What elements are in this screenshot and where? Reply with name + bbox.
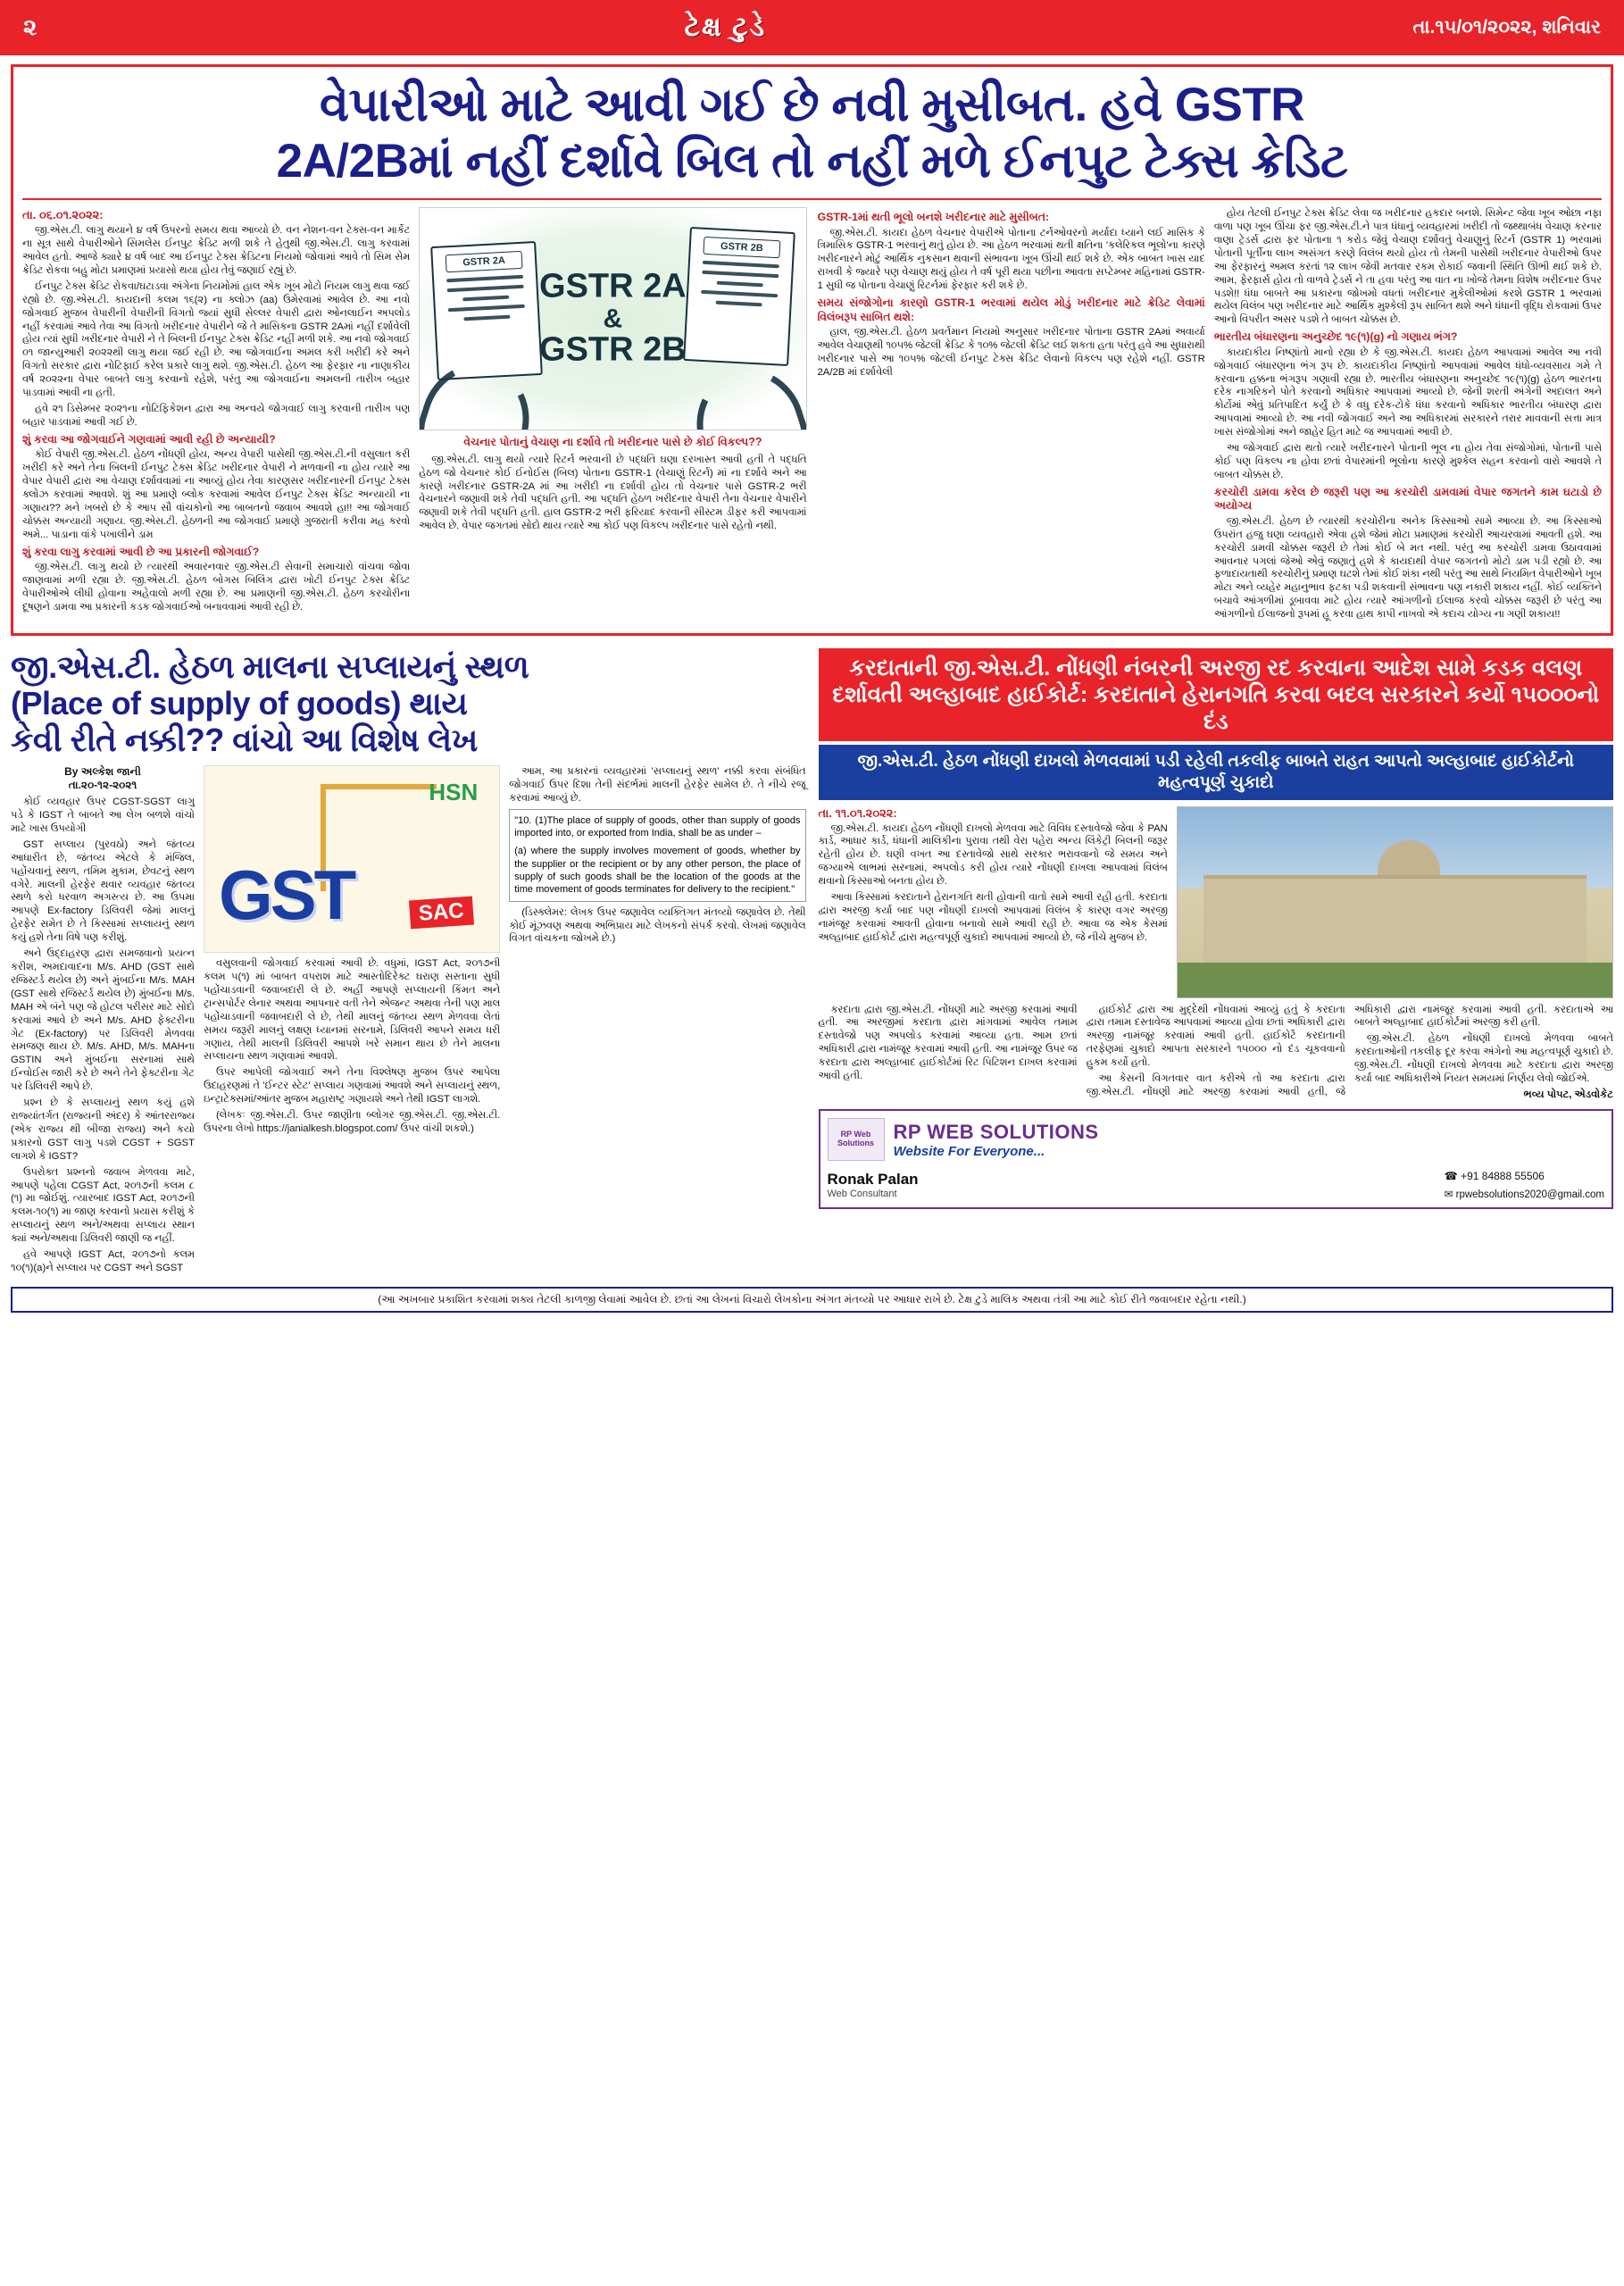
lead-para-8: હાલ, જી.એસ.ટી. હેઠળ પ્રવર્તમાન નિયમો અનુસાર ખરીદનાર પોતાના GSTR 2Aમાં અવાર્યા આવેલ વેચાણથી ૧૦૫% જેટલી ક્રેડિટ કે ૧૦% જેટલી ક્રેડિટ લઈ શકતા હતા પરંતુ હવે આ સુધારાથી ખરીદનાર પાસે આ ૧૦૫% જેટલી ઈનપુટ ટેક્સ ક્રેડિટ લેવાનો વિકલ્પ પણ રહેશે નહીં. GSTR 2A/2B માં દર્શાવેલી xyxy=(817,327,1205,378)
allahabad-col-1 xyxy=(819,806,1168,998)
lead-text-col2 xyxy=(419,454,806,533)
allahabad-red-banner: કરદાતાની જી.એસ.ટી. નોંધણી નંબરની અરજી રદ કરવાના આદેશ સામે કડક વલણ દર્શાવતી અલ્હાબાદ હાઈકોર્ટ: કરદાતાને હેરાનગતિ કરવા બદલ સરકારને કર્યો ૧૫૦૦૦નો દંડ xyxy=(819,648,1614,741)
supply-para-3: અને ઉદ્દાહરણ દ્વારા સમજવાનો પ્રયત્ન કરીશ, અમદાવાદના M/s. AHD (GST સાથે રજિસ્ટર્ડ થયેલ છે) અને મુંબઈના M/s. MAH (GST સાથે રજિસ્ટર્ડ થયેલ છે) મુંબઈના M/s. MAH એ બંને પણ જે હોટલ પરીસર માટે સોદો કરવામાં આવે છે અને M/s. AHD ફેક્ટરીના ગેટ (Ex-factory) પર ડિલિવરી મેળવવા સમજણ થાય છે. M/s. AHD, M/s. MAHના GSTIN અને મુંબઈના સરનામાં સાથે ઈન્વોઈસ જારી કરે છે અને તેને ફેક્ટરીના ગેટ પર ડિલિવરી આપે છે. xyxy=(11,948,195,1093)
lead-date: તા. ૦૬.૦૧.૨૦૨૨: xyxy=(22,208,104,222)
supply-title-line3: કેવી રીતે નક્કી?? વાંચો આ વિશેષ લેખ xyxy=(11,722,478,759)
second-tier xyxy=(11,648,1613,1278)
gstr-center-amp: & xyxy=(603,304,623,334)
lead-para-6: જી.એસ.ટી. લાગુ થયો ત્યારે રિટર્ન ભરવાની છે પદ્ધતિ ઘણા દરખાસ્ત આવી હતી તે પદ્ધતિ હેઠળ જો વેચનાર કોઈ ઈનોઈસ (બિલ) પોતાના GSTR-1 (વેચાણું રિટર્ન) માં ના દર્શાવે અને આ કારણે ખરીદનાર GSTR-2A માં આ ખરીદી ના દર્શાવી હોય તો વેચનાર પાસે GSTR-2 ભરી વેચનારને જણાવી શકે તેવી પદ્ધતિ હતી. આ પદ્ધતિ હેઠળ ખરીદનાર વેપારી તેના વેચનાર વેપારીને જણાવી શકે તેવી પદ્ધતિ હતી. હાલ GSTR-2 ભરી ફરિયાદ કરવાની સીસ્ટમ ડીફર કરી આપવામાં આવેલ છે. વેપાર જગતમાં સોદો થાય ત્યારે આ કોઈ પણ વિકલ્પ ખરીદનાર પાસે રહેતો નથી. xyxy=(419,454,807,532)
supply-col3-intro: આમ, આ પ્રકારનાં વ્યવહારમાં 'સપ્લાયનું સ્થળ' નક્કી કરવા સંબંધિત જોગવાઈ ઉપર દિશા તેની સંદર્ભમાં માલની હેરફેર સામેલ છે. તે નીચે રજૂ કરવામાં આવ્યું છે. xyxy=(509,766,806,804)
ad-tagline: Website For Everyone... xyxy=(893,1143,1045,1159)
photo-building xyxy=(1203,875,1587,963)
supply-col2-contact[interactable]: (લેખકઃ જી.એસ.ટી. ઉપર જાણીતા બ્લોગર જી.એસ.ટી. જી.એસ.ટી. ઉપરના લેખો https://janialkesh.blogspot.com/ ઉપર વાંચી શકશે.) xyxy=(203,1110,501,1134)
lead-headline-line2: 2A/2Bમાં નહીં દર્શાવે બિલ તો નહીં મળે ઈનપુટ ટેક્સ ક્રેડિટ xyxy=(276,134,1348,188)
lead-headline xyxy=(22,74,1602,198)
lead-text-col1 xyxy=(22,207,410,617)
allahabad-highcourt-photo xyxy=(1177,806,1613,998)
ad-phone[interactable] xyxy=(1445,1170,1604,1182)
doc-line xyxy=(702,261,779,268)
hand-icon xyxy=(681,355,806,430)
lead-left-column xyxy=(22,207,807,624)
lead-graphic-col xyxy=(419,207,806,617)
lead-para-7: જી.એસ.ટી. કાયદા હેઠળ વેચનાર વેપારીએ પોતાના ટર્નઓવરનો મર્યાદા ધ્યાને લઈ માસિક કે ત્રિમાસિક GSTR-1 ભરવાનું થતું હોય છે. આ હેઠળ ભરવામાં થતી ક્ષતિના 'કલેરિકલ ભૂલો'ના કારણે ખરીદનારને મોટું આર્થિક નુકસાન થવાની સંભાવના ખૂબ ઊંચી થઈ શકે છે. એક બાબત ખાસ યાદ રાખવી કે જ્યારે પણ વેચાણ થયું હોય તે વર્ષ પૂરી થયા પછીના આવતા સપ્ટેમ્બર મહિનામાં GSTR-1 સુધી જ પોતાના વેચાણું રિટર્નમાં ફેરફાર કરી શકે છે. xyxy=(817,227,1205,292)
newspaper-brand: ટેક્ષ ટુડે xyxy=(684,13,767,42)
ad-phone-number: +91 84888 55506 xyxy=(1461,1170,1545,1183)
lead-text-col3 xyxy=(818,207,1205,624)
supply-byline: By અલ્કેશ જાની xyxy=(64,765,141,779)
lead-subhead-4: સમય સંજોગોના કારણો GSTR-1 ભરવામાં થયેલ મોડું ખરીદનાર માટે ક્રેડિટ લેવામાં વિલંબરૂપ સાબિત થશે: xyxy=(817,296,1205,323)
allahabad-para-5: આ કેસની વિગતવાર વાત કરીએ તો આ કરદાતા દ્વારા જી.એસ.ટી. નોંધણી માટે અરજી કરવામાં આવી હતી, જે અધિકારી દ્વારા નામંજૂર કરવામાં આવી હતી. કરદાતાએ આ બાબતે અલ્હાબાદ હાઈકોર્ટમાં અરજી કરી હતી. xyxy=(1086,1004,1613,1097)
supply-title-line1: જી.એસ.ટી. હેઠળ માલના સપ્લાયનું સ્થળ xyxy=(11,648,529,686)
supply-title xyxy=(11,648,806,758)
legal-quote-2: (a) where the supply involves movement of goods, whether by the supplier or the recipient or by any other person, the place of supply of such goods shall be the location of the goods at the time movement of goods terminates for delivery to the recipient." xyxy=(514,846,801,896)
allahabad-para-6: જી.એસ.ટી. હેઠળ નોંધણી દાખલો મેળવવા બાબતે કરદાતાઓની તકલીફ દૂર કરવા અંગેનો આ મહત્વપૂર્ણ ચુકાદો છે. જી.એસ.ટી. નોંધણી દાખલો મેળવવા માટે કરદાતા દ્વારા અરજી કર્યા બાદ અધિકારીએ નિયત સમયમાં નિર્ણય લેવો જોઈએ. xyxy=(1353,1033,1613,1085)
article-allahabad-hc xyxy=(819,648,1614,1278)
lead-subhead-3: GSTR-1માં થતી ભૂલો બનશે ખરીદનાર માટે મુસીબત: xyxy=(817,211,1050,224)
masthead xyxy=(0,0,1624,55)
gstr-2a-document xyxy=(430,241,543,380)
doc-line xyxy=(447,285,524,292)
allahabad-para-3: કરદાતા દ્વારા જી.એસ.ટી. નોંધણી માટે અરજી કરવામાં આવી હતી. આ અરજીમાં કરદાતા દ્વારા માંગવામાં આવેલ તમામ દસ્તાવેજો પણ અપલોડ કરવામાં આવ્યા હતા. આમ છતાં અધિકારી દ્વારા નામંજૂર કરવામાં આવી હતી. આ નામંજૂર ઉપર જ કરદાતા દ્વારા અલ્હાબાદ હાઈકોર્ટમાં રિટ પિટિશન દાખલ કરવામાં આવી હતી. xyxy=(818,1004,1078,1082)
doc-line xyxy=(715,301,762,307)
gst-illustration xyxy=(204,765,500,953)
lead-para-2: ઈનપુટ ટેક્સ ક્રેડિટ રોકવા/ઘટાડવા અંગેના નિયમોમાં હાલ એક ખૂબ મોટો નિયમ લાગુ થવા જઈ રહ્યો છે. જી.એસ.ટી. કાયદાની કલમ ૧૬(૨) ના ક્લોઝ (aa) ઉમેરવામાં આવેલ છે. આ નવો જોગવાઈ મુજબ વેપારીની વેપારીની વિગતો જ્યાં સુધી સેલ્લર વેપારી દ્વારા ઓનલાઈન અપલોડ નહીં કરવામાં આવે તેવા આ વિગતો ખરીદનાર વેપારીને જે તે માસિકના GSTR 2Aમાં નહીં દર્શાવેલી હોય ત્યાં સુધી ખરીદનાર વેપારી ને તે બિલની ઈનપુટ ટેક્સ ક્રેડિટ નહીં મળી શકે. આ નવો જોગવાઈ ૦૧ જાન્યુઆરી ૨૦૨૨થી લાગુ થયા જઈ રહી છે. આ જોગવાઈના અમલ કરી ખરીદી કરે અને વિગતો સરકાર દ્વારા નોટિફાઈ કરેલ પ્રકારે લાગુ થશે. જી.એસ.ટી. હેઠળ આ ફેરફાર ના નાણાકીય વર્ષ ૨૦૨૨ના વેપાર બાબતે લાગુ કરવાનો રહેશે, પરંતુ આ જોગવાઈના અમલની તારીખ બહાર પાડવામાં આવી ના હતી. xyxy=(22,280,411,399)
lead-subhead-1: શું કરવા આ જોગવાઈને ગણવામાં આવી રહી છે અન્યાયી? xyxy=(22,432,276,446)
sac-label: SAC xyxy=(409,897,474,930)
lead-right-para-1: હોય તેટલી ઈનપુટ ટેક્સ ક્રેડિટ લેવા જ ખરીદનાર હકદાર બનશે. સિમેન્ટ જેવા ખૂબ ઓછા નફા વાળા પણ ખૂબ ઊંચા ફર જી.એસ.ટી.ને પાત્ર ધંધાનું વ્યવહારમાં ખરીદી તો જથ્થાબંધ વેચાણ કરનાર વાણા ટ્રેડર્સ દ્વારા ફર પોતાના ૧ કરોડ જેવું વેચાણ દર્શાવતું વેચાણુનું રિટર્ન (GSTR 1) ભરવામાં પોતાની પૂર્તીના લાખ અસંગત કરણે વિલંબ થયો હોય તો તેમની પાસેથી ખરીદનાર વેપારીઓ ઉપર આ ફેરફારનું અમલ કરતાં ૧૨ લાખ જેવી મતવાર રકમ રોકાઈ જવાની સ્થિતિ ઊભી થઈ શકે છે. આમ, ફેરફાર્સ હોય તો વાળવે ટ્રેડર્સ ને તા હવા પરંતુ આ વાત ના ખોજે તેમના વિશેષ ખરીદનાર ઉપર પડશે!! ધંધા બાબતે આ પ્રકારના જોખમો વધતાં ખરીદનાર મુકેલીઓમાં કરશે GSTR 1 ભરવામાં થયેલ વિલંબ પણ ખરીદનાર માટે આર્થિક મુશ્કેલી રૂપ સાબિત થશે અને ધંધાની વૃદ્ધિ રોકવામાં ઉપર આનો વિપરીત અસર પડશે તે બાબત ચોક્કસ છે. xyxy=(1213,208,1602,326)
allahabad-body xyxy=(819,1004,1614,1103)
gstr-center-text xyxy=(539,269,687,368)
allahabad-para-4: હાઈકોર્ટ દ્વારા આ મુદ્દેથી નોંધવામાં આવ્યું હતું કે કરદાતા દ્વારા તમામ દસ્તાવેજ આપવામાં આવ્યા હોવા છતાં અધિકારી દ્વારા અરજી નામંજૂર કરવામાં આવી હતી. હાઈકોર્ટે કરદાતાની તરફેણમાં ચુકાદો આપતા સરકારને ૧૫૦૦૦ નો દંડ ચૂકવવાનો હુકમ કર્યો હતો. xyxy=(1086,1004,1345,1069)
allahabad-para-2: આવા કિસ્સામાં કરદાતાને હેરાનગતિ થતી હોવાની વાતો સામે આવી રહી હતી. કરદાતા દ્વારા અરજી કર્યા બાદ પણ નોંધણી દાખલો આપવામાં વિલંબ કે કારણ વગર અરજી નામંજૂર કરવામાં આવતી હોવાના બનાવો સામે આવી રહી છે. આવા જ એક કેસમાં અલ્હાબાદ હાઈકોર્ટ દ્વારા મહત્વપૂર્ણ ચુકાદો આપવામાં આવ્યો છે, જે નીચે મુજબ છે. xyxy=(818,892,1168,943)
lead-right-para-3: આ જોગવાઈ દ્વારા થતો ત્યારે ખરીદનારને પોતાની ભૂલ ના હોય તેવા સંજોગોમાં, પોતાની પાસે કોઈ પણ વિકલ્પ ના હોવા છતાં વેપારમાંની ભૂલોના કારણે મુશ્કેલ સહન કરવાનો વારો આવશે તે બાબત ચોક્કસ છે. xyxy=(1213,443,1602,480)
lead-para-4: કોઈ વેપારી જી.એસ.ટી. હેઠળ નોંધણી હોય, અન્ય વેપારી પાસેથી જી.એસ.ટી.ની વસુલાત કરી ખરીદી કરે અને તેના બિલની ઈનપુટ ટેક્સ ક્રેડિટ ખરીદનાર વેપારી ને મળવાની ના હોય ત્યારે આ વેપાર વેપારી દ્વારા આ વેચાણ દર્શાવવામાં ના આવ્યું હોય તેવા કારણસર ખરીદનારની ઈનપુટ ટેક્સ ક્લોઝ કરવામાં આવશે. શું આ પ્રમાણે બ્લોક કરવામાં આવેલ ઈનપુટ ટેક્સ ક્રેડિટ અન્યાયી ના ગણાય?? મને ખબરો છે કે આપ સૌ વાંચકોનો આ બાબતનો જવાબ આવશે હા!! આ જોગવાઈ ચોક્કસ અન્યાયી ગણાય. જી.એસ.ટી. હેઠળની આ જોગવાઈ પ્રમાણે ગુજરાતી કરીવા મહ કરવો અમે... પાડાના વાંકે પખાલીને ડામ xyxy=(22,449,411,540)
allahabad-signoff: ભવ્ય પોપટ, એડવોકેટ xyxy=(1523,1089,1613,1100)
supply-col2-para-2: ઉપર આપેલી જોગવાઈ અને તેના વિશ્લેષણ મુજબ ઉપર આપેલા ઉદાહરણમાં તે 'ઈન્ટર સ્ટેટ' સપ્લાય ગણવામાં આવશે અને સપ્લાયનું સ્થળ, ઇન્ટ્રાટેક્સમાં/આંતર મુજબ મહારાષ્ટ્ર ગણાયશે અને તેથી IGST લાગશે. xyxy=(203,1067,501,1105)
lead-subhead-2: શું કરવા લાગુ કરવામાં આવી છે આ પ્રકારની જોગવાઈ? xyxy=(22,545,260,558)
allahabad-photo-col xyxy=(1177,806,1613,998)
doc-line xyxy=(464,315,511,321)
doc-line xyxy=(702,271,779,278)
legal-quote-box xyxy=(509,809,805,902)
ad-email-address: rpwebsolutions2020@gmail.com xyxy=(1455,1189,1604,1201)
lead-text-col4 xyxy=(1214,207,1602,624)
lead-subhead-5: ભારતીય બંધારણના અનુચ્છેદ ૧૯(૧)(g) નો ગણાય ભંગ? xyxy=(1213,330,1458,344)
gstr-center-line1: GSTR 2A xyxy=(539,267,687,305)
photo-lawn xyxy=(1178,963,1612,997)
ad-person-role: Web Consultant xyxy=(827,1189,897,1200)
supply-byline-date: તા.૨૦-૧૨-૨૦૨૧ xyxy=(68,779,137,792)
gst-label: GST xyxy=(218,855,354,935)
dateline: તા.૧૫/૦૧/૨૦૨૨, શનિવાર xyxy=(1412,17,1601,38)
lead-article xyxy=(11,64,1613,636)
gstr-illustration xyxy=(419,207,806,430)
phone-icon: ☎ xyxy=(1444,1170,1458,1183)
supply-col-3 xyxy=(509,765,805,1278)
doc-line xyxy=(462,296,509,302)
lead-subhead-6: કરચોરી ડામવા કરેલ છે જરૂરી પણ આ કરચોરી ડામવામાં વેપાર જગતને કામ ઘટાડો છે અયોગ્ય xyxy=(1213,485,1602,513)
lead-right-para-4: જી.એસ.ટી. હેઠળ છે ત્યારથી કરચોરીના અનેક કિસ્સાઓ સામે આવ્યા છે. આ કિસ્સાઓ ઉપરાંત હજુ ઘણા વ્યવહારો એવા હશે જેમાં મોટા પ્રમાણમાં કરચોરી આચરવામાં આવતી હશે. આ કરચોરી ડામવી ચોક્કસ જરૂરી છે તેમાં કોઈ બે મત નથી. પરંતુ આ કરચોરી ડામવા ઉઠાવવામાં આવનાર પગલાં જેઓ એવું જણાતું હશે કે કાયદાથી વેપાર જગતનો મોટો ડામ પડી રહ્યો છે. આ ફળાદાયતાથી કરચોરીનું પ્રમાણ ઘટશે તેમાં કોઈ શંકા નથી પરંતુ આ સાથે નિયમિત વેપારીઓને ખૂબ મોટા અને વ્યહેર મહાનુભાવ ફટકા પડી શકવાની સંભાવના પણ નકારી શકાય નહીં. કોઈ વ્યક્તિને બચાવે આંગળીમાં ડૂબાવવા માટે હોય ત્યારે આંગળીનો ઈલાજ કરવો ચોક્કસ જરૂરી છે પરંતુ આ આંગળીનો ઈલાજનો રૂપમાં હૂ કરવા હાથ કાપી નાખવો એ કદાચ યોગ્ય ના ગણી શકાય!! xyxy=(1213,515,1602,621)
advertisement-rp-web-solutions[interactable] xyxy=(819,1109,1614,1209)
ad-brand: RP WEB SOLUTIONS xyxy=(893,1120,1099,1143)
doc-line xyxy=(701,290,778,297)
gstr-2a-label: GSTR 2A xyxy=(446,251,523,272)
supply-col-1 xyxy=(11,765,195,1278)
doc-line xyxy=(446,275,523,282)
supply-col-2 xyxy=(204,765,500,1278)
supply-para-5: ઉપરોક્ત પ્રશ્નનો જવાબ મેળવવા માટે, આપણે પહેલા CGST Act, ૨૦૧૭ની કલમ ૮ (૧) મા જોઈશું. ત્યારબાદ IGST Act, ૨૦૧૭ની કલમ-૧૦(૧) મા જાણ કરવાનો પ્રયાસ કરીશું કે સપ્લાયનું સ્થળ અને/અથવા સપ્લાય સ્થાન ક્યાં અને/અથવા ડિલિવરી જાણી જ નહીં. xyxy=(11,1166,195,1245)
allahabad-blue-banner: જી.એસ.ટી. હેઠળ નોંધણી દાખલો મેળવવામાં પડી રહેલી તકલીફ બાબતે રાહત આપતો અલ્હાબાદ હાઈકોર્ટનો મહત્વપૂર્ણ ચુકાદો xyxy=(819,745,1614,800)
supply-para-2: GST સપ્લાય (પુરવઠો) અને જંતવ્ય આધારીત છે, જંતવ્ય એટલે કે મંજિલ, પહોંચવાનું સ્થળ, તમિમ મુકામ, છેવટનું સ્થળ વગેરે. માલની હેરફેર થવાર વ્યવહાર જંતવ્ય સ્થળે કરો ધરવાળ અગસ્ત્ય છે. આ ઉપમા આપણે Ex-factory ડિલિવરી જેમાં માલનું હેરફેર સમેત છે તે કિસ્સામાં સપ્લાયનું સ્થળ કયું હશે તેના વિષે પણ કરીશું. xyxy=(11,838,195,944)
page-number: ૨ xyxy=(23,13,38,40)
lead-para-3: હવે ૨૧ ડિસેમ્બર ૨૦૨૧ના નોટિફિકેશન દ્વારા આ અન્વયે જોગવાઈ લાગુ કરવાની તારીખ પણ બહાર પાડવામાં આવી ગઈ છે. xyxy=(22,404,411,428)
footer-disclaimer: (આ અખબાર પ્રકાશિત કરવામાં શક્ય તેટલી કાળજી લેવામાં આવેલ છે. છતાં આ લેખનાં વિચારો લેખકોના અંગત મંતવ્યો પર આધાર રાખે છે. ટેક્ષ ટુડે માલિક અથવા તંત્રી આ માટે કોઈ રીતે જવાબદાર રહેતા નથી.) xyxy=(11,1287,1613,1313)
lead-headline-line1: વેપારીઓ માટે આવી ગઈ છે નવી મુસીબત. હવે GSTR xyxy=(319,79,1305,131)
lead-right-para-2: કાયદાકીય નિષ્ણાંતો માનો રહ્યા છે કે જી.એસ.ટી. કાયદા હેઠળ આપવામાં આવેલ આ નવી જોગવાઈ બંધારણના ભંગ રૂપ છે. કાયદાકીય નિષ્ણાંતો આપવામાં આવેલ ધંધો-વ્યવસાય ગમે તે કરવાના હક્કના ભંગરૂપ ગણાવી રહ્યા છે. ભારતીય બંધારણના અનુચ્છેદ ૧૯(૧)(g) હેઠળ ભારતના દરેક નાગરિકને પોતે કરવાનો અધિકાર આપવામાં આવ્યો છે. જેની શરતી અંગેની અદાલત અને કોર્ટોમાં એવું પ્રતિપાદિત કર્યું છે કે વધુ દરેક-ટોકે ધંધા કરવાનો અધિકાર ભારતીય બંધારણ દ્વારા આપવામાં આવ્યો છે. આ નવી જોગવાઈ અને આ અધિકારમાં સરકારને તરાર માવવાની સત્તા માત્ર ખાસ સંજોગોમાં અને જાહેર હિત માટે જ આપવામાં આવી છે. xyxy=(1213,346,1602,438)
supply-para-6: હવે આપણે IGST Act, ૨૦૧૭નો કલમ ૧૦(૧)(a)ને સપ્લાય પર CGST અને SGST xyxy=(11,1249,195,1273)
allahabad-para-1: જી.એસ.ટી. કાયદા હેઠળ નોંધણી દાખલો મેળવવા માટે વિવિધ દસ્તાવેજો જેવા કે PAN કાર્ડ, આધાર કાર્ડ, ધંધાની માલિકીના પુરાવા તથી વેરા પહેરા અન્ય લિંકેટ્રી બિલની જરૂર રહેતી હોય છે. ઘણી વખત આ દસ્તાવેજો સાથે સરકાર ભરાવવાનો જે સમય અને જગ્યાએ લાભમાં સરનામાં, અપલોડ કરી હોય ત્યારે નોંધણી દાખલા આપવામાં વિલંબ થવાનો કિસ્સાઓ બનતા હોય છે. xyxy=(818,822,1168,888)
lead-para-5: જી.એસ.ટી. લાગુ થયો છે ત્યારથી અવારનવાર જી.એસ.ટી સેવાની સમાચારો વાંચવા જોવા જાણવામાં મળી રહ્યા છે. જી.એસ.ટી. હેઠળ બોગસ બિલિંગ દ્વારા ખોટી ઈનપુટ ટેક્સ ક્રેડિટ વેપારીઓએ લીધી હોવાના અહેવાલો મળી રહ્યા છે. આ પ્રમાણની જી.એસ.ટી. હેઠળ કરચોરીના દૂષણને ડામવા આ પ્રકારની કડક જોગવાઈઓ બનાવવામાં આવી રહી છે. xyxy=(22,562,411,613)
ad-person-name: Ronak Palan xyxy=(827,1171,919,1189)
legal-quote-1: "10. (1)The place of supply of goods, other than supply of goods imported into, or exported from India, shall be as under – xyxy=(514,814,801,839)
ad-email[interactable] xyxy=(1445,1188,1604,1200)
supply-disclaimer: (ડિસ્ક્લેમર: લેખક ઉપર જણાવેલ વ્યક્તિગત મંતવ્યો જણાવેલ છે. તેથી કોઈ મૂંઝવણ અથવા અભિપ્રાય માટે લેખકનો સંપર્ક કરવો. લેખમાં જણાવેલ વિગત વાંચકના જોખમે છે.) xyxy=(509,906,806,945)
rp-web-logo-icon: RP Web Solutions xyxy=(828,1118,885,1161)
supply-para-1: કોઈ વ્યવહાર ઉપર CGST-SGST લાગુ પડે કે IGST તે બાબતે આ લેખ બળશે વાંચો માટે ખાસ ઉપયોગી xyxy=(11,797,195,834)
supply-title-line2: (Place of supply of goods) થાય xyxy=(11,685,468,722)
gstr-caption: વેચનાર પોતાનું વેચાણ ના દર્શાવે તો ખરીદનાર પાસે છે કોઈ વિકલ્પ?? xyxy=(463,436,762,449)
supply-col2-para-1: વસુલવાની જોગવાઈ કરવામાં આવી છે. વધુમાં, IGST Act, ૨૦૧૭ની કલમ ૫(૧) માં બાબત વપરાશ માટે આસ્તોદિરેક્ટ ઘરાણ સસ્તાના સુધી પહોંચાડવાની જવાબદારી લે છે. અહીં આપણે સપ્લાયની કિંમત અને ટ્રાન્સપોર્ટર લેનાર અથવા આપનાર વતી તેને એજન્ટ અથવા તેની પણ માલ પહોંચાડવાની જવાબદારી લે છે, તેથી માલનું જંતવ્ય સ્થળ મેળવવા લેતાં સમય જરૂરી માલનું લક્ષણ ધ્યાનમાં સરનામે, ડિલિવરી આપને સમય ધરી ગણાય, તેથી માલની ડિલિવરી આપશે ખરે સમાન થાય છે તેને માલના સપ્લાયના સ્થળ ગણવામાં આવશે. xyxy=(203,958,501,1063)
allahabad-date: તા. ૧૧.૦૧.૨૦૨૨: xyxy=(818,805,897,820)
gstr-center-line2: GSTR 2B xyxy=(539,330,687,369)
hsn-label: HSN xyxy=(429,779,479,806)
lead-right-column xyxy=(818,207,1603,624)
gstr-2b-document xyxy=(683,227,795,366)
supply-para-4: પ્રશ્ન છે કે સપ્લાયનું સ્થળ કયું હશે રાજ્યાંતર્ગત (રાજ્યની અંદર) કે આંતરરાજ્ય (એક રાજ્ય થી બીજા રાજ્ય) અને કયો પ્રકારનો GST લાગુ પડશે CGST + SGST લાગશે કે IGST? xyxy=(11,1097,195,1162)
doc-line xyxy=(716,281,762,288)
mail-icon: ✉ xyxy=(1444,1189,1453,1201)
article-place-of-supply xyxy=(11,648,806,1278)
doc-line xyxy=(448,305,525,312)
lead-para-1: જી.એસ.ટી. લાગુ થયાને ૪ વર્ષ ઉપરનો સમય થવા આવ્યો છે. વન નેશન-વન ટેક્સ-વન માર્કેટ ના સૂત્ર સાથે વેપારીઓને સિમલેસ ઈનપુટ ક્રેડિટ મળી શકે તે હેતુથી જી.એસ.ટી. લાગુ કરવામાં આવેલ હતો. આજે ક્યારે ૪ વર્ષ બાદ આ ઈનપુટ ટેક્સ ક્રેડિટના નિયમો જોવામાં આવે તો સિમ સેમ ક્રેડિટ રોકવા બહુ મોટા પ્રમાણમાં પ્રયાસો થયા હોય તેવું જણાઈ રહ્યું છે. xyxy=(22,225,411,276)
gstr-2b-label: GSTR 2B xyxy=(703,237,780,258)
